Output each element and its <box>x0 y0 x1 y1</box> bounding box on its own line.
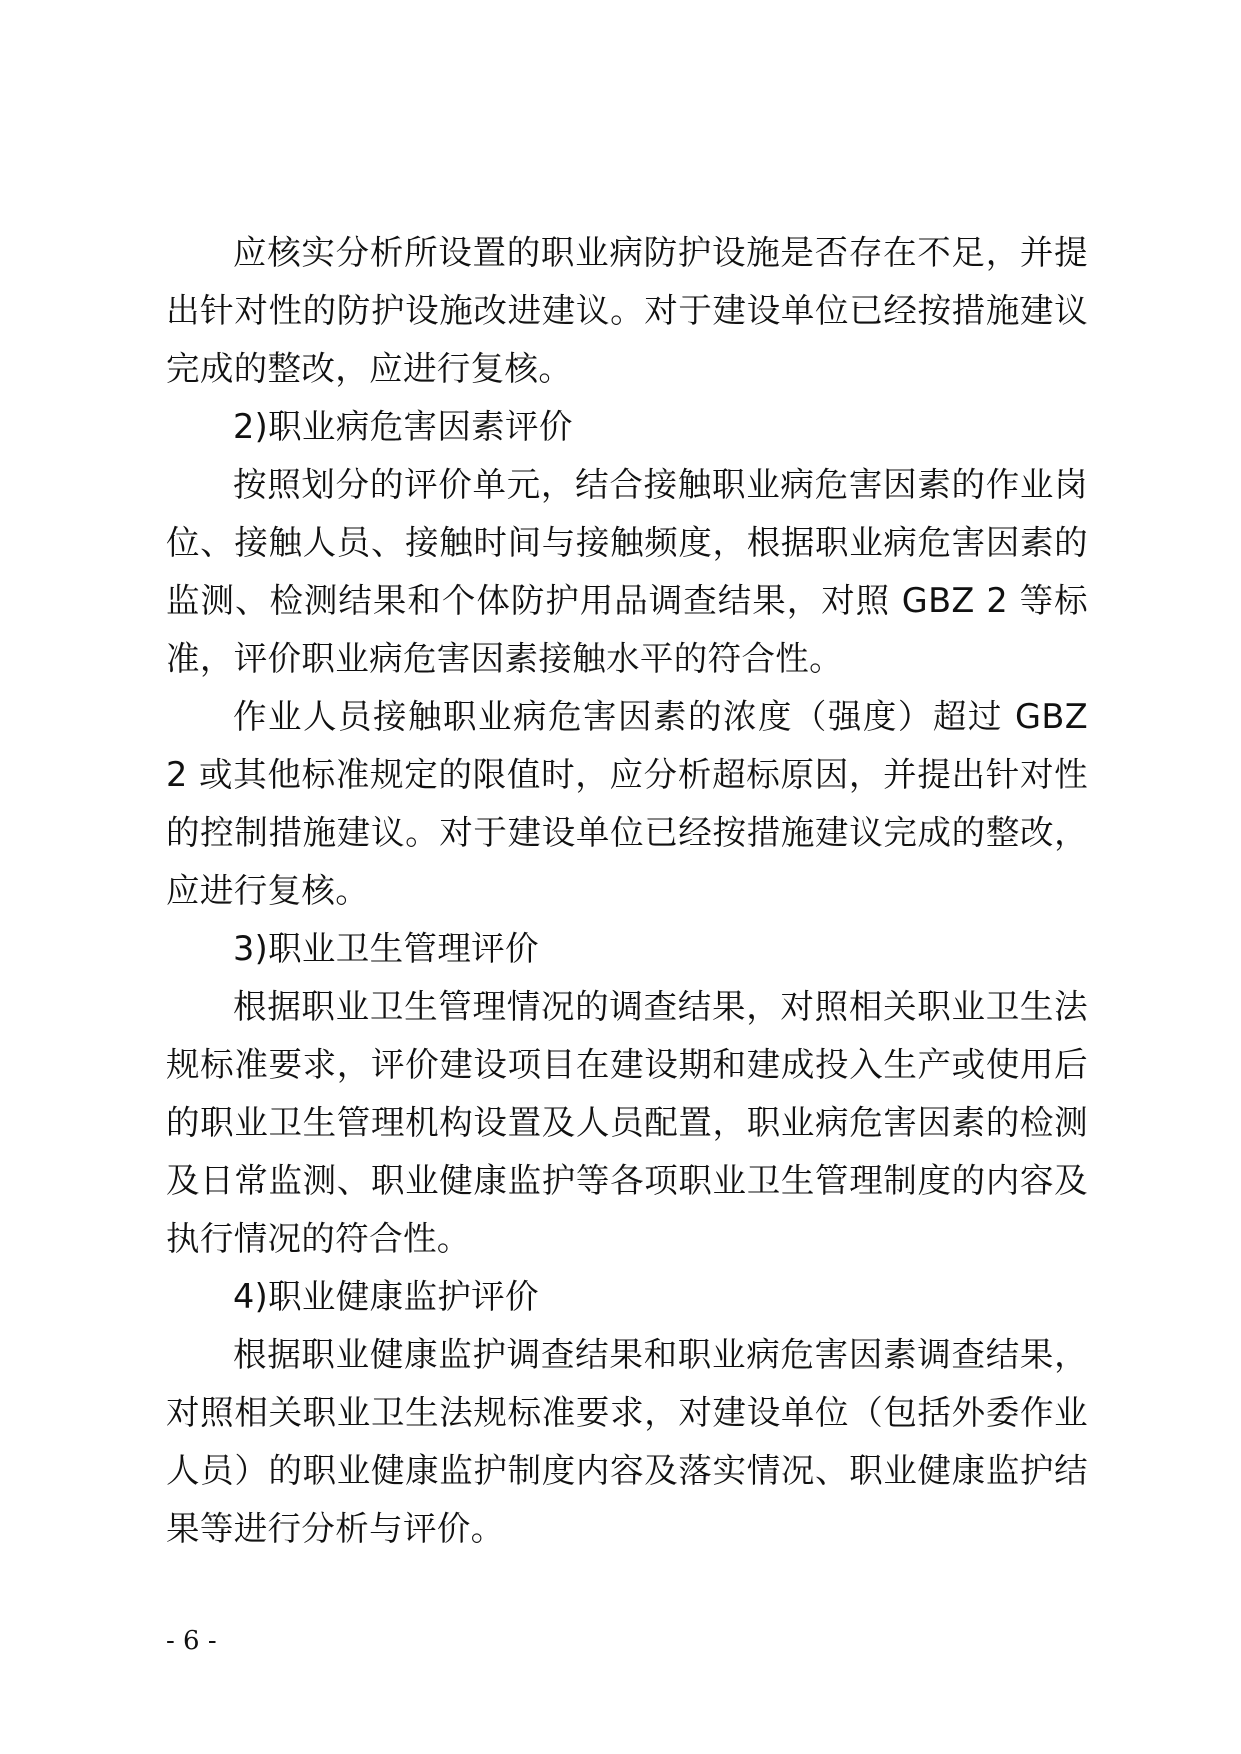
section-heading-hazard-factor-evaluation: 2)职业病危害因素评价 <box>233 407 573 446</box>
section-heading-health-management-evaluation: 3)职业卫生管理评价 <box>233 929 539 968</box>
document-body <box>166 224 1088 1558</box>
paragraph-limit-exceedance: 作业人员接触职业病危害因素的浓度（强度）超过 GBZ 2 或其他标准规定的限值时，应分析超标原因，并提出针对性的控制措施建议。对于建设单位已经按措施建议完成的整改，应进行复核。 <box>166 697 1088 910</box>
paragraph-protective-facilities: 应核实分析所设置的职业病防护设施是否存在不足，并提出针对性的防护设施改进建议。对于建设单位已经按措施建议完成的整改，应进行复核。 <box>166 233 1088 388</box>
paragraph-health-management: 根据职业卫生管理情况的调查结果，对照相关职业卫生法规标准要求，评价建设项目在建设期和建成投入生产或使用后的职业卫生管理机构设置及人员配置，职业病危害因素的检测及日常监测、职业健康监护等各项职业卫生管理制度的内容及执行情况的符合性。 <box>166 987 1088 1258</box>
paragraph-health-surveillance: 根据职业健康监护调查结果和职业病危害因素调查结果，对照相关职业卫生法规标准要求，对建设单位（包括外委作业人员）的职业健康监护制度内容及落实情况、职业健康监护结果等进行分析与评价。 <box>166 1335 1088 1548</box>
paragraph-hazard-exposure-evaluation: 按照划分的评价单元，结合接触职业病危害因素的作业岗位、接触人员、接触时间与接触频度，根据职业病危害因素的监测、检测结果和个体防护用品调查结果，对照 GBZ 2 等标准，评价职业病危害因素接触水平的符合性。 <box>166 465 1088 678</box>
page-number: - 6 - <box>166 1626 217 1656</box>
section-heading-health-surveillance-evaluation: 4)职业健康监护评价 <box>233 1277 539 1316</box>
